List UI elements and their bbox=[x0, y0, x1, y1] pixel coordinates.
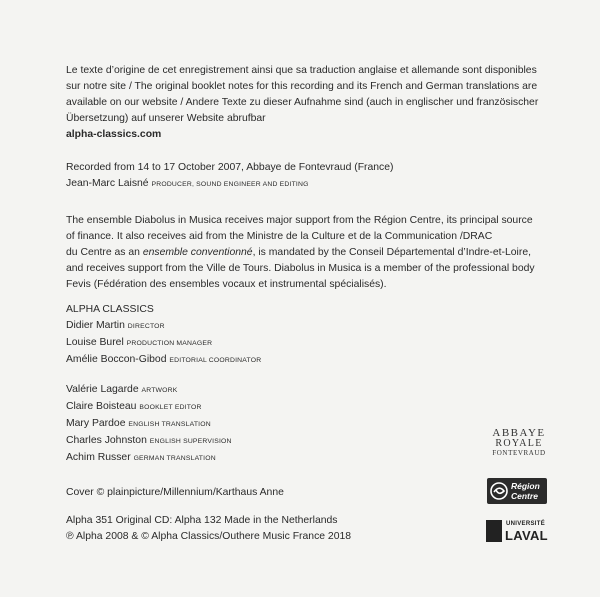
credit-role: ARTWORK bbox=[141, 387, 178, 394]
region-logo-line: Centre bbox=[511, 491, 538, 501]
intro-line: available on our website / Andere Texte zu dieser Aufnahme sind (auch in englischer und französischer bbox=[66, 97, 539, 108]
credits-list bbox=[66, 382, 556, 467]
support-line: of finance. It also receives aid from the Ministre de la Culture et de la Communication /DRAC bbox=[66, 231, 493, 242]
staff-entry bbox=[66, 352, 556, 369]
support-line: Fevis (Fédération des ensembles vocaux et instrumental spécialisés). bbox=[66, 279, 387, 290]
staff-entry bbox=[66, 335, 556, 352]
support-text: , is mandated by the Conseil Départemental d’Indre-et-Loire, bbox=[252, 247, 531, 258]
credit-role: GERMAN TRANSLATION bbox=[133, 455, 216, 462]
abbaye-logo-text: ROYALE bbox=[495, 438, 543, 449]
producer-credit bbox=[66, 176, 556, 193]
abbaye-logo-text: FONTEVRAUD bbox=[492, 449, 546, 457]
website-link[interactable]: alpha-classics.com bbox=[66, 129, 162, 140]
catalog-line: Alpha 351 Original CD: Alpha 132 Made in the Netherlands bbox=[66, 515, 338, 526]
region-swirl-icon bbox=[490, 482, 508, 500]
intro-paragraph bbox=[66, 63, 556, 143]
credit-role: BOOKLET EDITOR bbox=[139, 404, 202, 411]
region-logo-line: Région bbox=[511, 481, 540, 491]
cover-line: Cover © plainpicture/Millennium/Karthaus Anne bbox=[66, 487, 284, 498]
laval-shield-icon bbox=[486, 520, 502, 542]
intro-line: Le texte d’origine de cet enregistrement ainsi que sa traduction anglaise et allemande sont disponibles bbox=[66, 65, 537, 76]
label-name: ALPHA CLASSICS bbox=[66, 304, 154, 315]
staff-name: Louise Burel bbox=[66, 337, 124, 348]
staff-role: DIRECTOR bbox=[127, 323, 165, 330]
recording-info bbox=[66, 160, 556, 193]
staff-entry bbox=[66, 318, 556, 335]
recording-dates: Recorded from 14 to 17 October 2007, Abbaye de Fontevraud (France) bbox=[66, 162, 394, 173]
laval-logo-text: UNIVERSITÉ bbox=[506, 521, 546, 527]
staff-role: PRODUCTION MANAGER bbox=[126, 340, 213, 347]
support-line: and receives support from the Ville de Tours. Diabolus in Musica is a member of the professional body bbox=[66, 263, 535, 274]
credit-name: Valérie Lagarde bbox=[66, 384, 139, 395]
copyright-line: ℗ Alpha 2008 & © Alpha Classics/Outhere Music France 2018 bbox=[66, 531, 352, 542]
intro-line: Übersetzung) auf unserer Website abrufbar bbox=[66, 113, 266, 124]
credit-entry bbox=[66, 416, 556, 433]
catalog-info bbox=[66, 513, 556, 545]
staff-name: Amélie Boccon-Gibod bbox=[66, 354, 167, 365]
credit-role: ENGLISH TRANSLATION bbox=[128, 421, 211, 428]
credit-entry bbox=[66, 399, 556, 416]
abbaye-fontevraud-logo bbox=[488, 428, 550, 464]
producer-role: PRODUCER, SOUND ENGINEER AND EDITING bbox=[151, 181, 309, 188]
label-staff bbox=[66, 302, 556, 369]
universite-laval-logo bbox=[486, 520, 548, 546]
support-paragraph bbox=[66, 213, 556, 293]
abbaye-logo-text: ABBAYE bbox=[492, 427, 546, 439]
support-line: The ensemble Diabolus in Musica receives major support from the Région Centre, its principal source bbox=[66, 215, 533, 226]
region-logo-text bbox=[511, 481, 540, 501]
credit-entry bbox=[66, 433, 556, 450]
support-text: du Centre as an bbox=[66, 247, 143, 258]
credit-name: Claire Boisteau bbox=[66, 401, 137, 412]
credit-name: Charles Johnston bbox=[66, 435, 147, 446]
staff-role: EDITORIAL COORDINATOR bbox=[169, 357, 262, 364]
credit-role: ENGLISH SUPERVISION bbox=[149, 438, 232, 445]
staff-name: Didier Martin bbox=[66, 320, 125, 331]
laval-logo-text: LAVAL bbox=[505, 528, 548, 543]
support-italic: ensemble conventionné bbox=[142, 247, 253, 258]
region-centre-logo bbox=[487, 478, 547, 504]
cover-credit bbox=[66, 485, 556, 501]
credit-name: Achim Russer bbox=[66, 452, 131, 463]
producer-name: Jean-Marc Laisné bbox=[66, 178, 149, 189]
intro-line: sur notre site / The original booklet notes for this recording and its French and German translations are bbox=[66, 81, 538, 92]
credit-name: Mary Pardoe bbox=[66, 418, 126, 429]
credit-entry bbox=[66, 450, 556, 467]
support-line bbox=[66, 245, 556, 261]
credit-entry bbox=[66, 382, 556, 399]
